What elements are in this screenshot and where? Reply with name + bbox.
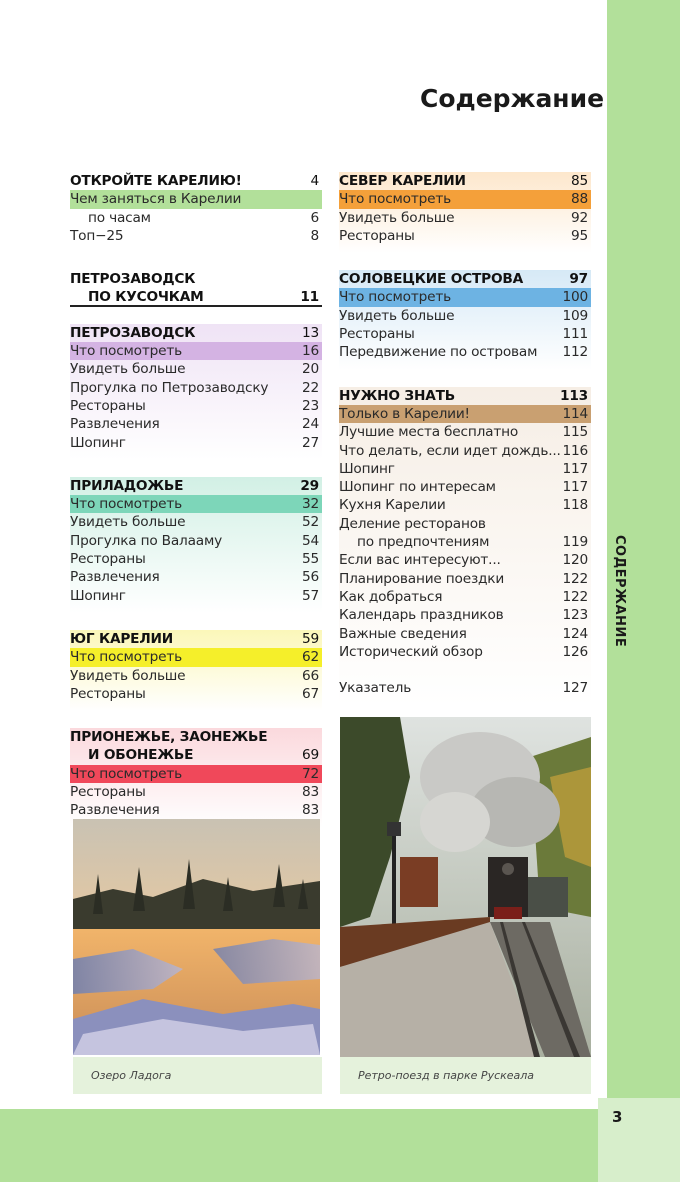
toc-section-south [70,630,322,711]
toc-page-number: 88 [570,191,588,208]
toc-entry-title: СОЛОВЕЦКИЕ ОСТРОВА [339,271,524,288]
toc-entry [70,360,322,378]
toc-entry-title: Как добраться [339,588,443,605]
toc-section-petro [70,324,322,460]
toc-page-number: 13 [301,324,319,341]
toc-entry-title: Развлечения [70,802,160,819]
toc-page-number: 66 [301,667,319,684]
toc-page-number: 69 [301,747,319,764]
toc-page-number: 59 [301,630,319,647]
toc-page-number: 100 [562,289,588,306]
toc-entry-title: Развлечения [70,569,160,586]
toc-entry [339,460,591,478]
toc-entry [339,551,591,569]
toc-page-number: 24 [301,416,319,433]
toc-heading [70,172,322,190]
toc-entry [70,532,322,550]
toc-entry [339,496,591,514]
toc-heading [70,324,322,342]
toc-page-number: 8 [310,227,319,244]
toc-page-number: 57 [301,587,319,604]
toc-page-number: 83 [301,802,319,819]
toc-entry-title: Важные сведения [339,625,467,642]
toc-entry-title: Что делать, если идет дождь... [339,442,561,459]
toc-entry [70,587,322,605]
toc-entry-title: ЮГ КАРЕЛИИ [70,630,173,647]
toc-entry-title: НУЖНО ЗНАТЬ [339,387,455,404]
toc-page-number: 16 [301,343,319,360]
toc-page-number: 119 [562,534,588,551]
toc-page-number: 117 [562,479,588,496]
toc-entry-title: Рестораны [339,227,415,244]
toc-entry [339,307,591,325]
toc-page-number: 122 [562,588,588,605]
toc-entry [70,397,322,415]
toc-entry-title: ОТКРОЙТЕ КАРЕЛИЮ! [70,173,242,189]
toc-entry [339,606,591,624]
bottom-green-band [0,1109,598,1182]
toc-section-solovki [339,270,591,369]
toc-page-number: 115 [562,424,588,441]
toc-page-number: 67 [301,685,319,702]
toc-page-number: 122 [562,570,588,587]
toc-page-number: 23 [301,397,319,414]
toc-entry-title: Планирование поездки [339,570,505,587]
lake-ladoga-photo [73,819,320,1055]
toc-page-number: 112 [562,344,588,361]
retro-train-illustration [340,717,591,1057]
toc-entry [70,209,322,227]
toc-entry-title: Рестораны [70,784,146,801]
toc-heading [70,477,322,495]
toc-entry-title: Только в Карелии! [339,405,470,422]
toc-page-number: 92 [570,209,588,226]
toc-entry-title: Передвижение по островам [339,344,538,361]
toc-entry [339,343,591,361]
toc-entry-title: Шопинг [339,460,395,477]
toc-section-ladoga [70,477,322,613]
toc-page-number: 52 [301,514,319,531]
toc-entry [70,801,322,819]
toc-entry-title: ПРИЛАДОЖЬЕ [70,477,184,494]
toc-page-number: 85 [570,173,588,189]
toc-entry-title: ПРИОНЕЖЬЕ, ЗАОНЕЖЬЕ [70,729,268,746]
toc-section-bits [70,270,322,307]
toc-entry [70,550,322,568]
toc-entry-title: Что посмотреть [70,649,182,666]
toc-entry [339,405,591,423]
toc-entry [70,685,322,703]
toc-page-number: 11 [300,289,319,306]
toc-entry-title: Лучшие места бесплатно [339,424,519,441]
toc-entry-title: И ОБОНЕЖЬЕ [88,747,194,764]
toc-page-number: 72 [301,765,319,782]
toc-entry [70,342,322,360]
toc-page-number: 111 [562,326,588,343]
toc-entry [70,667,322,685]
toc-entry [70,190,322,208]
toc-entry [70,783,322,801]
toc-heading [70,270,322,288]
toc-entry [339,533,591,551]
toc-page-number: 22 [301,379,319,396]
toc-entry [70,648,322,666]
toc-page-number: 27 [301,434,319,451]
toc-entry-title: Календарь праздников [339,607,504,624]
toc-entry-title: Исторический обзор [339,643,483,660]
toc-page-number: 120 [562,552,588,569]
toc-entry [70,415,322,433]
toc-right-column [339,172,591,723]
toc-entry-title: Что посмотреть [339,289,451,306]
toc-page-number: 124 [562,625,588,642]
toc-entry [70,513,322,531]
toc-page-number: 32 [301,496,319,513]
toc-heading [70,728,322,746]
toc-entry-title: Шопинг [70,434,126,451]
retro-train-caption: Ретро-поезд в парке Рускеала [340,1057,591,1094]
toc-entry-title: по часам [88,209,151,226]
toc-entry [339,209,591,227]
toc-page-number: 127 [562,680,588,697]
toc-section-karelia [70,172,322,253]
toc-entry [339,325,591,343]
toc-entry-title: Если вас интересуют... [339,552,501,569]
toc-page-number: 117 [562,460,588,477]
toc-page-number: 6 [310,209,319,226]
toc-entry [339,288,591,306]
toc-page-number: 55 [301,551,319,568]
toc-entry-title: Прогулка по Валааму [70,532,223,549]
toc-entry [70,568,322,586]
toc-entry-title: ПЕТРОЗАВОДСК [70,324,196,341]
toc-page-number: 116 [562,442,588,459]
toc-entry [339,423,591,441]
toc-page-number: 54 [301,532,319,549]
toc-entry-title: ПО КУСОЧКАМ [88,289,204,306]
toc-entry-title: Увидеть больше [339,209,455,226]
toc-heading [339,270,591,288]
toc-heading [339,172,591,190]
toc-entry-title: Шопинг [70,587,126,604]
toc-entry-title: Рестораны [70,397,146,414]
page-number: 3 [612,1108,623,1126]
toc-entry-title: Шопинг по интересам [339,479,496,496]
toc-entry [70,434,322,452]
toc-entry-title: Рестораны [339,326,415,343]
toc-page-number: 83 [301,784,319,801]
toc-entry-title: Рестораны [70,551,146,568]
toc-entry [339,679,591,697]
toc-entry-title: Что посмотреть [339,191,451,208]
toc-page-number: 29 [300,477,319,494]
toc-entry-title: ПЕТРОЗАВОДСК [70,271,196,288]
toc-heading [70,746,322,764]
toc-entry [339,625,591,643]
toc-section-north [339,172,591,253]
toc-section-know [339,387,591,706]
toc-entry [339,478,591,496]
toc-entry [339,515,591,533]
toc-page-number: 109 [562,307,588,324]
toc-entry-title: по предпочтениям [357,534,490,551]
toc-entry [70,765,322,783]
toc-page-number: 97 [569,271,588,288]
toc-entry-title: Что посмотреть [70,765,182,782]
toc-entry [339,442,591,460]
toc-entry-title: Деление ресторанов [339,515,486,532]
toc-entry [70,379,322,397]
toc-left-column [70,172,322,845]
toc-entry [339,643,591,661]
toc-page-number: 4 [310,173,319,189]
toc-entry [70,495,322,513]
side-section-label: СОДЕРЖАНИЕ [612,535,627,648]
toc-entry [70,227,322,245]
lake-ladoga-caption: Озеро Ладога [73,1057,322,1094]
toc-entry-title: Увидеть больше [339,307,455,324]
retro-train-photo [340,717,591,1057]
toc-entry-title: Прогулка по Петрозаводску [70,379,269,396]
toc-page-number: 118 [562,497,588,514]
toc-entry-title: Топ−25 [70,227,124,244]
toc-entry [339,661,591,679]
toc-entry-title: Кухня Карелии [339,497,446,514]
toc-entry-title: Увидеть больше [70,667,186,684]
toc-page-number: 62 [301,649,319,666]
toc-entry-title: Указатель [339,680,412,697]
toc-page-number: 95 [570,227,588,244]
toc-heading [70,288,322,306]
toc-entry-title: Развлечения [70,416,160,433]
toc-entry-title: СЕВЕР КАРЕЛИИ [339,173,466,189]
toc-entry [339,227,591,245]
toc-page-number: 56 [301,569,319,586]
toc-entry-title: Чем заняться в Карелии [70,191,242,208]
page-title: Содержание [420,84,605,113]
toc-heading [70,630,322,648]
toc-entry-title: Рестораны [70,685,146,702]
toc-entry [339,190,591,208]
toc-heading [339,387,591,405]
toc-page-number: 114 [562,405,588,422]
toc-page-number: 123 [562,607,588,624]
toc-entry-title: Что посмотреть [70,496,182,513]
toc-entry [339,588,591,606]
toc-section-onega [70,728,322,827]
toc-page-number: 126 [562,643,588,660]
toc-entry-title: Увидеть больше [70,514,186,531]
lake-ladoga-illustration [73,819,320,1055]
toc-entry-title: Что посмотреть [70,343,182,360]
toc-page-number: 20 [301,361,319,378]
toc-entry-title: Увидеть больше [70,361,186,378]
toc-page-number: 113 [560,387,588,404]
page-number-box [598,1098,680,1182]
toc-entry [339,570,591,588]
